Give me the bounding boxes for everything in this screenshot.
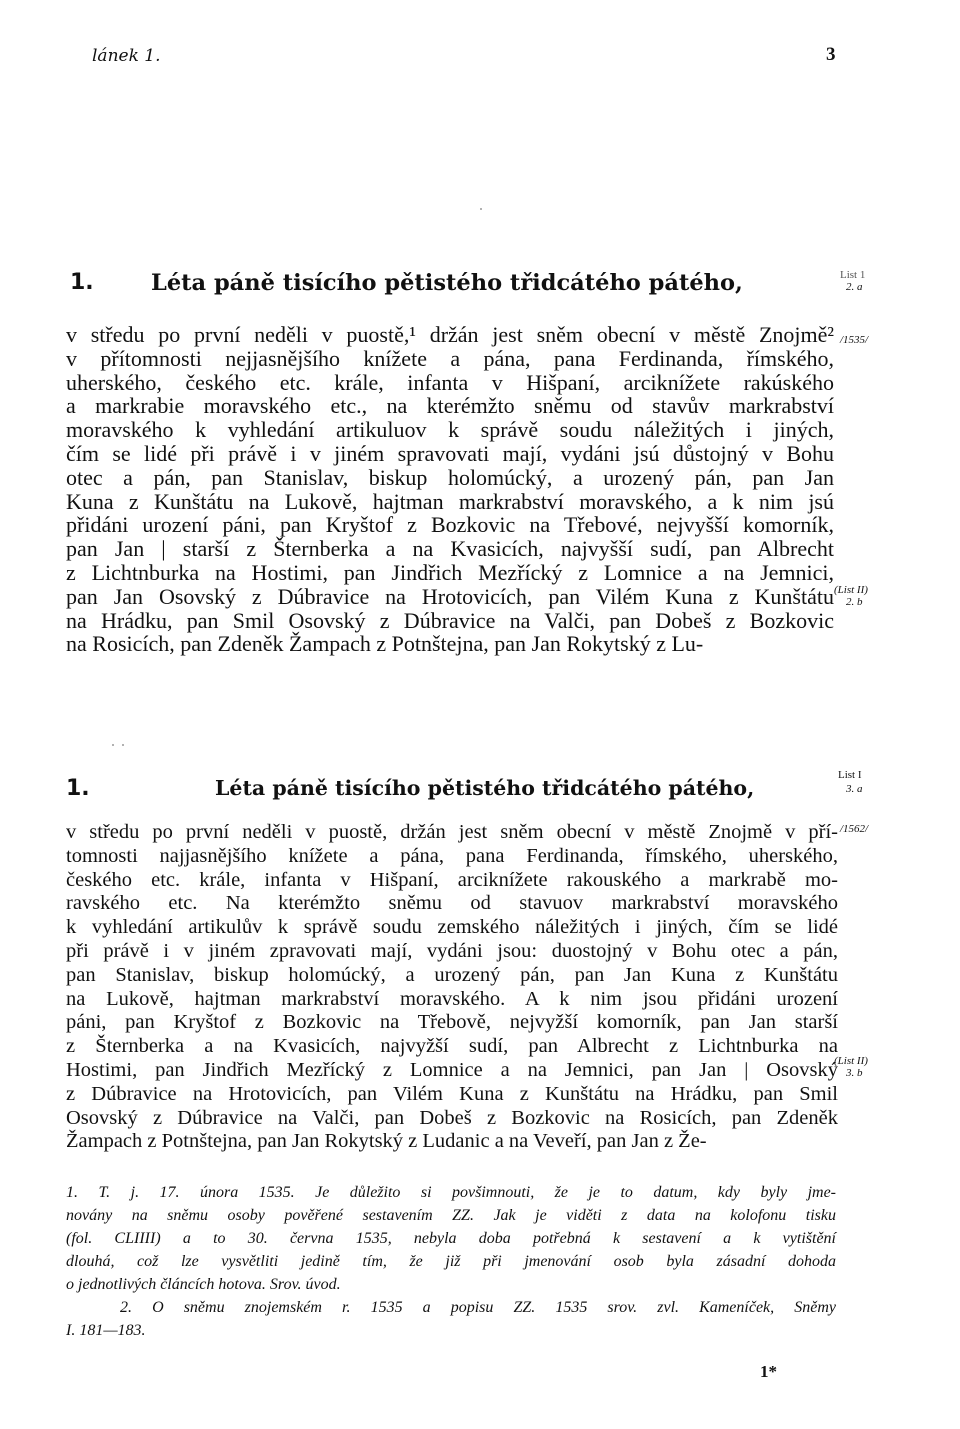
text-line: českého etc. krále, infanta v Hišpaní, arciknížete rakouského a markrabě mo- xyxy=(66,868,838,891)
footnote-line: dlouhá, což lze vysvětliti jedině tím, že již při jmenování osob byla zásadní dohoda xyxy=(66,1253,836,1270)
text-line: z Dúbravice na Hrotovicích, pan Vilém Kuna z Kunštátu na Hrádku, pan Smil xyxy=(66,1082,838,1105)
text-line: moravského k vyhledání artikuluov k správě soudu náležitých i jiných, xyxy=(66,417,834,443)
margin-folio: List I xyxy=(838,769,862,781)
margin-year: /1562/ xyxy=(840,823,869,835)
text-line: a markrabie moravského etc., na kterémžto sněmu od stavův markrabství xyxy=(66,393,834,419)
margin-year: /1535/ xyxy=(840,334,869,346)
text-line: pan Jan Osovský z Dúbravice na Hrotovicích, pan Vilém Kuna z Kunštátu xyxy=(66,583,834,609)
footnote-line: (fol. CLIIII) a to 30. června 1535, nebyla doba potřebná k sestavení a k vytištění xyxy=(66,1230,836,1247)
text-line: v přítomnosti nejjasnějšího knížete a pána, pana Ferdinanda, římského, xyxy=(66,345,834,371)
text-line: v středu po první neděli v puostě, držán jest sněm obecní v městě Znojmě v pří- xyxy=(66,821,838,843)
section-number: 1. xyxy=(66,776,90,801)
text-line: Hostimi, pan Jindřich Mezřícký z Lomnice a na Jemnici, pan Jan | Osovský xyxy=(66,1059,838,1081)
text-line: v středu po první neděli v puostě,¹ držán jest sněm obecní v městě Znojmě² xyxy=(66,322,834,347)
margin-folio: (List II) xyxy=(834,1055,868,1067)
text-line: na Hrádku, pan Smil Osovský z Dúbravice na Valči, pan Dobeš z Bozkovic xyxy=(66,607,834,633)
section-title: Léta páně tisícího pětistého třidcátého pátého, xyxy=(151,270,743,296)
text-line: z Šternberka a na Kvasicích, najvyžší sudí, pan Albrecht z Lichtnburka na xyxy=(66,1035,838,1058)
section-title: Léta páně tisícího pětistého třidcátého pátého, xyxy=(215,776,755,800)
printer-signature: 1* xyxy=(760,1362,777,1381)
footnote-line: 2. O sněmu znojemském r. 1535 a popisu ZZ. 1535 srov. zvl. Kameníček, Sněmy xyxy=(120,1299,836,1316)
text-line: tomnosti najjasnějšího knížete a pána, pana Ferdinanda, římského, uherského, xyxy=(66,844,838,867)
text-line: na Lukově, hajtman markrabství moravského. A k nim jsou přidáni urození xyxy=(66,987,838,1010)
footnote-line: 1. T. j. 17. února 1535. Je důležito si povšimnouti, že je to datum, kdy byly jme- xyxy=(66,1184,836,1201)
margin-folio: (List II) xyxy=(834,584,868,596)
text-line: Osovský z Dúbravice na Valči, pan Dobeš z Bozkovic na Rosicích, pan Zdeněk xyxy=(66,1106,838,1129)
text-line: pan Stanislav, biskup holomúcký, a urozený pán, pan Jan Kuna z Kunštátu xyxy=(66,963,838,986)
print-speck xyxy=(122,744,124,746)
text-line: čím se lidé při právě i v jiném spravovati mají, vydáni jsú důstojný v Bohu xyxy=(66,441,834,466)
print-speck xyxy=(480,208,482,210)
text-line: uherského, českého etc. krále, infanta v Hišpaní, arciknížete rakúského xyxy=(66,369,834,395)
text-line: ravského etc. Na kterémžto sněmu od stavuov markrabství moravského xyxy=(66,892,838,915)
text-line: Žampach z Potnštejna, pan Jan Rokytský z Ludanic a na Veveří, pan Jan z Že- xyxy=(66,1130,707,1153)
margin-folio-sub: 3. a xyxy=(846,783,863,795)
footnote-line: o jednotlivých článcích hotova. Srov. úvod. xyxy=(66,1276,341,1293)
text-line: páni, pan Kryštof z Bozkovic na Třebově, nejvyžší komorník, pan Jan starší xyxy=(66,1011,838,1034)
print-speck xyxy=(112,744,114,746)
margin-folio-sub: 2. a xyxy=(846,281,863,293)
margin-folio-sub: 3. b xyxy=(846,1067,863,1079)
text-line: Kuna z Kunštátu na Lukově, hajtman markrabství moravského, a k nim jsú xyxy=(66,488,834,514)
margin-folio-sub: 2. b xyxy=(846,596,863,608)
text-line: otec a pán, pan Stanislav, biskup holomúcký, a urozený pán, pan Jan xyxy=(66,464,834,490)
footnote-line: I. 181—183. xyxy=(66,1322,146,1339)
text-line: při právě i v jiném zpravovati mají, vydáni jsou: duostojný v Bohu otec a pán, xyxy=(66,940,838,962)
page-number: 3 xyxy=(826,44,836,65)
text-line: na Rosicích, pan Zdeněk Žampach z Potnštejna, pan Jan Rokytský z Lu- xyxy=(66,631,704,657)
text-line: pan Jan | starší z Šternberka a na Kvasicích, najvyšší sudí, pan Albrecht xyxy=(66,536,834,562)
text-line: z Lichtnburka na Hostimi, pan Jindřich Mezřícký z Lomnice a na Jemnici, xyxy=(66,560,834,585)
footnote-line: novány na sněmu osoby pověřené sestavením ZZ. Jak je viděti z data na kolofonu tisku xyxy=(66,1207,836,1224)
text-line: přidáni urození páni, pan Kryštof z Bozkovic na Třebové, nejvyšší komorník, xyxy=(66,512,834,538)
running-head: lánek 1. xyxy=(92,46,161,66)
section-number: 1. xyxy=(70,270,94,295)
margin-folio: List 1 xyxy=(840,269,866,281)
text-line: k vyhledání artikulův k správě soudu zemského náležitých i jiných, čím se lidé xyxy=(66,916,838,939)
